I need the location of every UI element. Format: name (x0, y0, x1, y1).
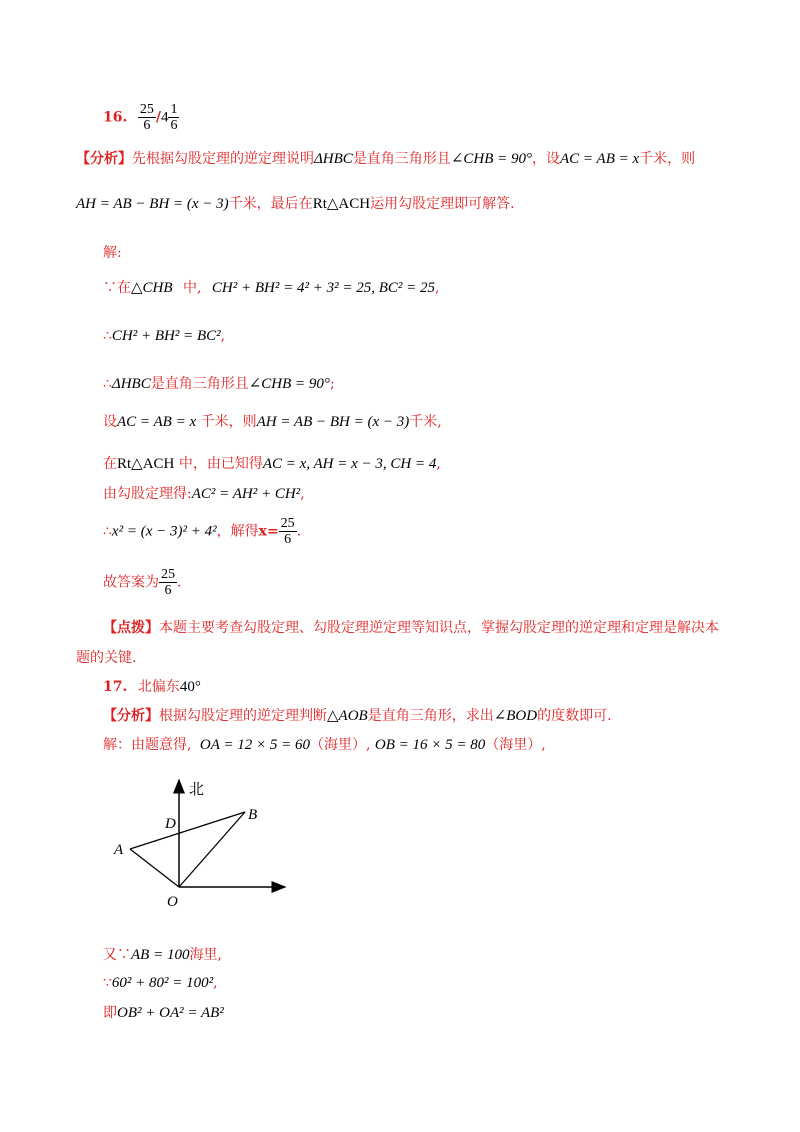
q17-number: 17. (103, 679, 128, 695)
q16-step1: ∵在△CHB 中, CH² + BH² = 4² + 3² = 25, BC² = 25, (103, 280, 440, 296)
q16-step2: ∴CH² + BH² = BC², (103, 328, 226, 344)
segment-AO (130, 849, 179, 887)
q17-solution-line3: ∵60² + 80² = 100², (103, 975, 218, 991)
q16-tip-line1: 【点拨】本题主要考查勾股定理、勾股定理逆定理等知识点，掌握勾股定理的逆定理和定理是解决本 (103, 620, 719, 636)
tip-tag: 【点拨】 (103, 620, 159, 636)
analysis-tag: 【分析】 (76, 151, 132, 167)
label-B: B (248, 807, 258, 823)
q16-slash: / (155, 109, 161, 126)
q16-mixed-fraction: $\frac{1}{6}$ (170, 102, 178, 133)
label-O: O (167, 894, 178, 910)
q16-step3: ∴ΔHBC是直角三角形且∠CHB = 90°; (103, 376, 335, 392)
q16-tip-line2: 题的关键. (76, 650, 137, 666)
q16-step8-fraction: $\frac{25}{6}$ (161, 567, 175, 598)
q17-solution-line1: 解：由题意得, OA = 12 × 5 = 60（海里）, OB = 16 × 5 = 80（海里）, (103, 737, 546, 753)
q16-step6: 由勾股定理得:AC² = AH² + CH², (103, 486, 305, 502)
q17-answer-line: 17. 北偏东40° (103, 679, 201, 695)
q16-step5: 在Rt△ACH 中，由已知得AC = x, AH = x − 3, CH = 4, (103, 456, 441, 472)
q17-solution-line2: 又∵AB = 100海里, (103, 947, 222, 963)
q16-step7: ∴x² = (x − 3)² + 4²，解得x= $\frac{25}{6}$ . (103, 516, 302, 547)
q16-analysis-line2: AH = AB − BH = (x − 3)千米，最后在Rt△ACH运用勾股定理即可解答. (76, 196, 515, 212)
label-north: 北 (189, 782, 205, 798)
q16-whole: 4 (160, 109, 169, 126)
q16-step8: 故答案为 $\frac{25}{6}$ . (103, 567, 182, 598)
q17-analysis-line: 【分析】根据勾股定理的逆定理判断△AOB是直角三角形，求出∠BOD的度数即可. (103, 708, 612, 724)
q16-solution-label: 解: (103, 245, 122, 261)
analysis-tag: 【分析】 (103, 708, 159, 724)
label-D: D (165, 816, 176, 832)
q16-step7-fraction: $\frac{25}{6}$ (280, 516, 295, 547)
geometry-figure (105, 772, 305, 912)
label-A: A (114, 842, 124, 858)
q16-answer-fraction: $\frac{25}{6}$ (139, 102, 154, 133)
q17-solution-line4: 即OB² + OA² = AB² (103, 1005, 224, 1021)
q16-analysis-line1: 【分析】先根据勾股定理的逆定理说明ΔHBC是直角三角形且∠CHB = 90°，设AC = AB = x千米，则 (76, 151, 696, 167)
segment-AB (130, 812, 245, 849)
q16-number: 16. (103, 109, 128, 126)
q16-answer-line (103, 102, 179, 133)
q16-step4: 设AC = AB = x 千米，则AH = AB − BH = (x − 3)千米, (103, 414, 442, 430)
